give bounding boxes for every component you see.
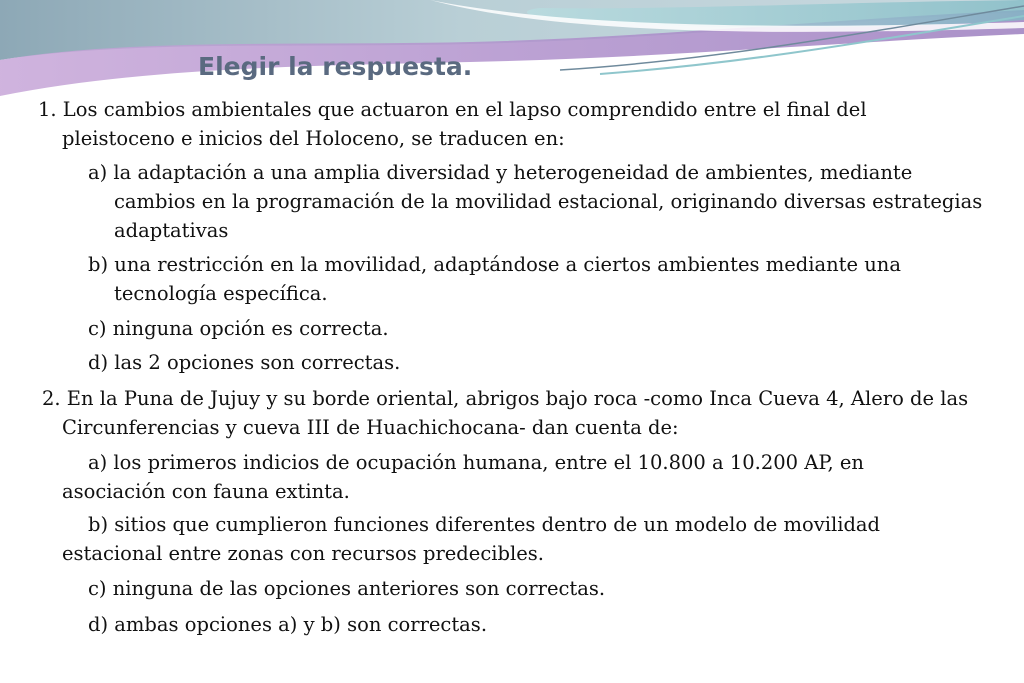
question-1-option-b: b) una restricción en la movilidad, adaptándose a ciertos ambientes mediante una tecnología específica. xyxy=(88,253,901,305)
question-1-option-a: a) la adaptación a una amplia diversidad y heterogeneidad de ambientes, mediante cambios en la programación de la movilidad estacional, originando diversas estrategias adaptativas xyxy=(88,161,983,242)
question-2-option-a: a) los primeros indicios de ocupación humana, entre el 10.800 a 10.200 AP, en asociación con fauna extinta. xyxy=(62,451,864,503)
header-wave-decoration xyxy=(0,0,1024,110)
question-1-option-d: d) las 2 opciones son correctas. xyxy=(88,351,401,374)
question-2-option-c: c) ninguna de las opciones anteriores son correctas. xyxy=(88,577,606,600)
question-1: 1. Los cambios ambientales que actuaron en el lapso comprendido entre el final del pleistoceno e inicios del Holoceno, se traducen en: xyxy=(38,98,867,150)
question-2-option-b: b) sitios que cumplieron funciones diferentes dentro de un modelo de movilidad estacional entre zonas con recursos predecibles. xyxy=(62,513,881,565)
question-2: 2. En la Puna de Jujuy y su borde oriental, abrigos bajo roca -como Inca Cueva 4, Alero de las Circunferencias y cueva III de Huachichocana- dan cuenta de: xyxy=(42,387,969,439)
question-1-option-c: c) ninguna opción es correcta. xyxy=(88,317,389,340)
slide-title: Elegir la respuesta. xyxy=(198,52,473,81)
question-2-option-d: d) ambas opciones a) y b) son correctas. xyxy=(88,613,488,636)
